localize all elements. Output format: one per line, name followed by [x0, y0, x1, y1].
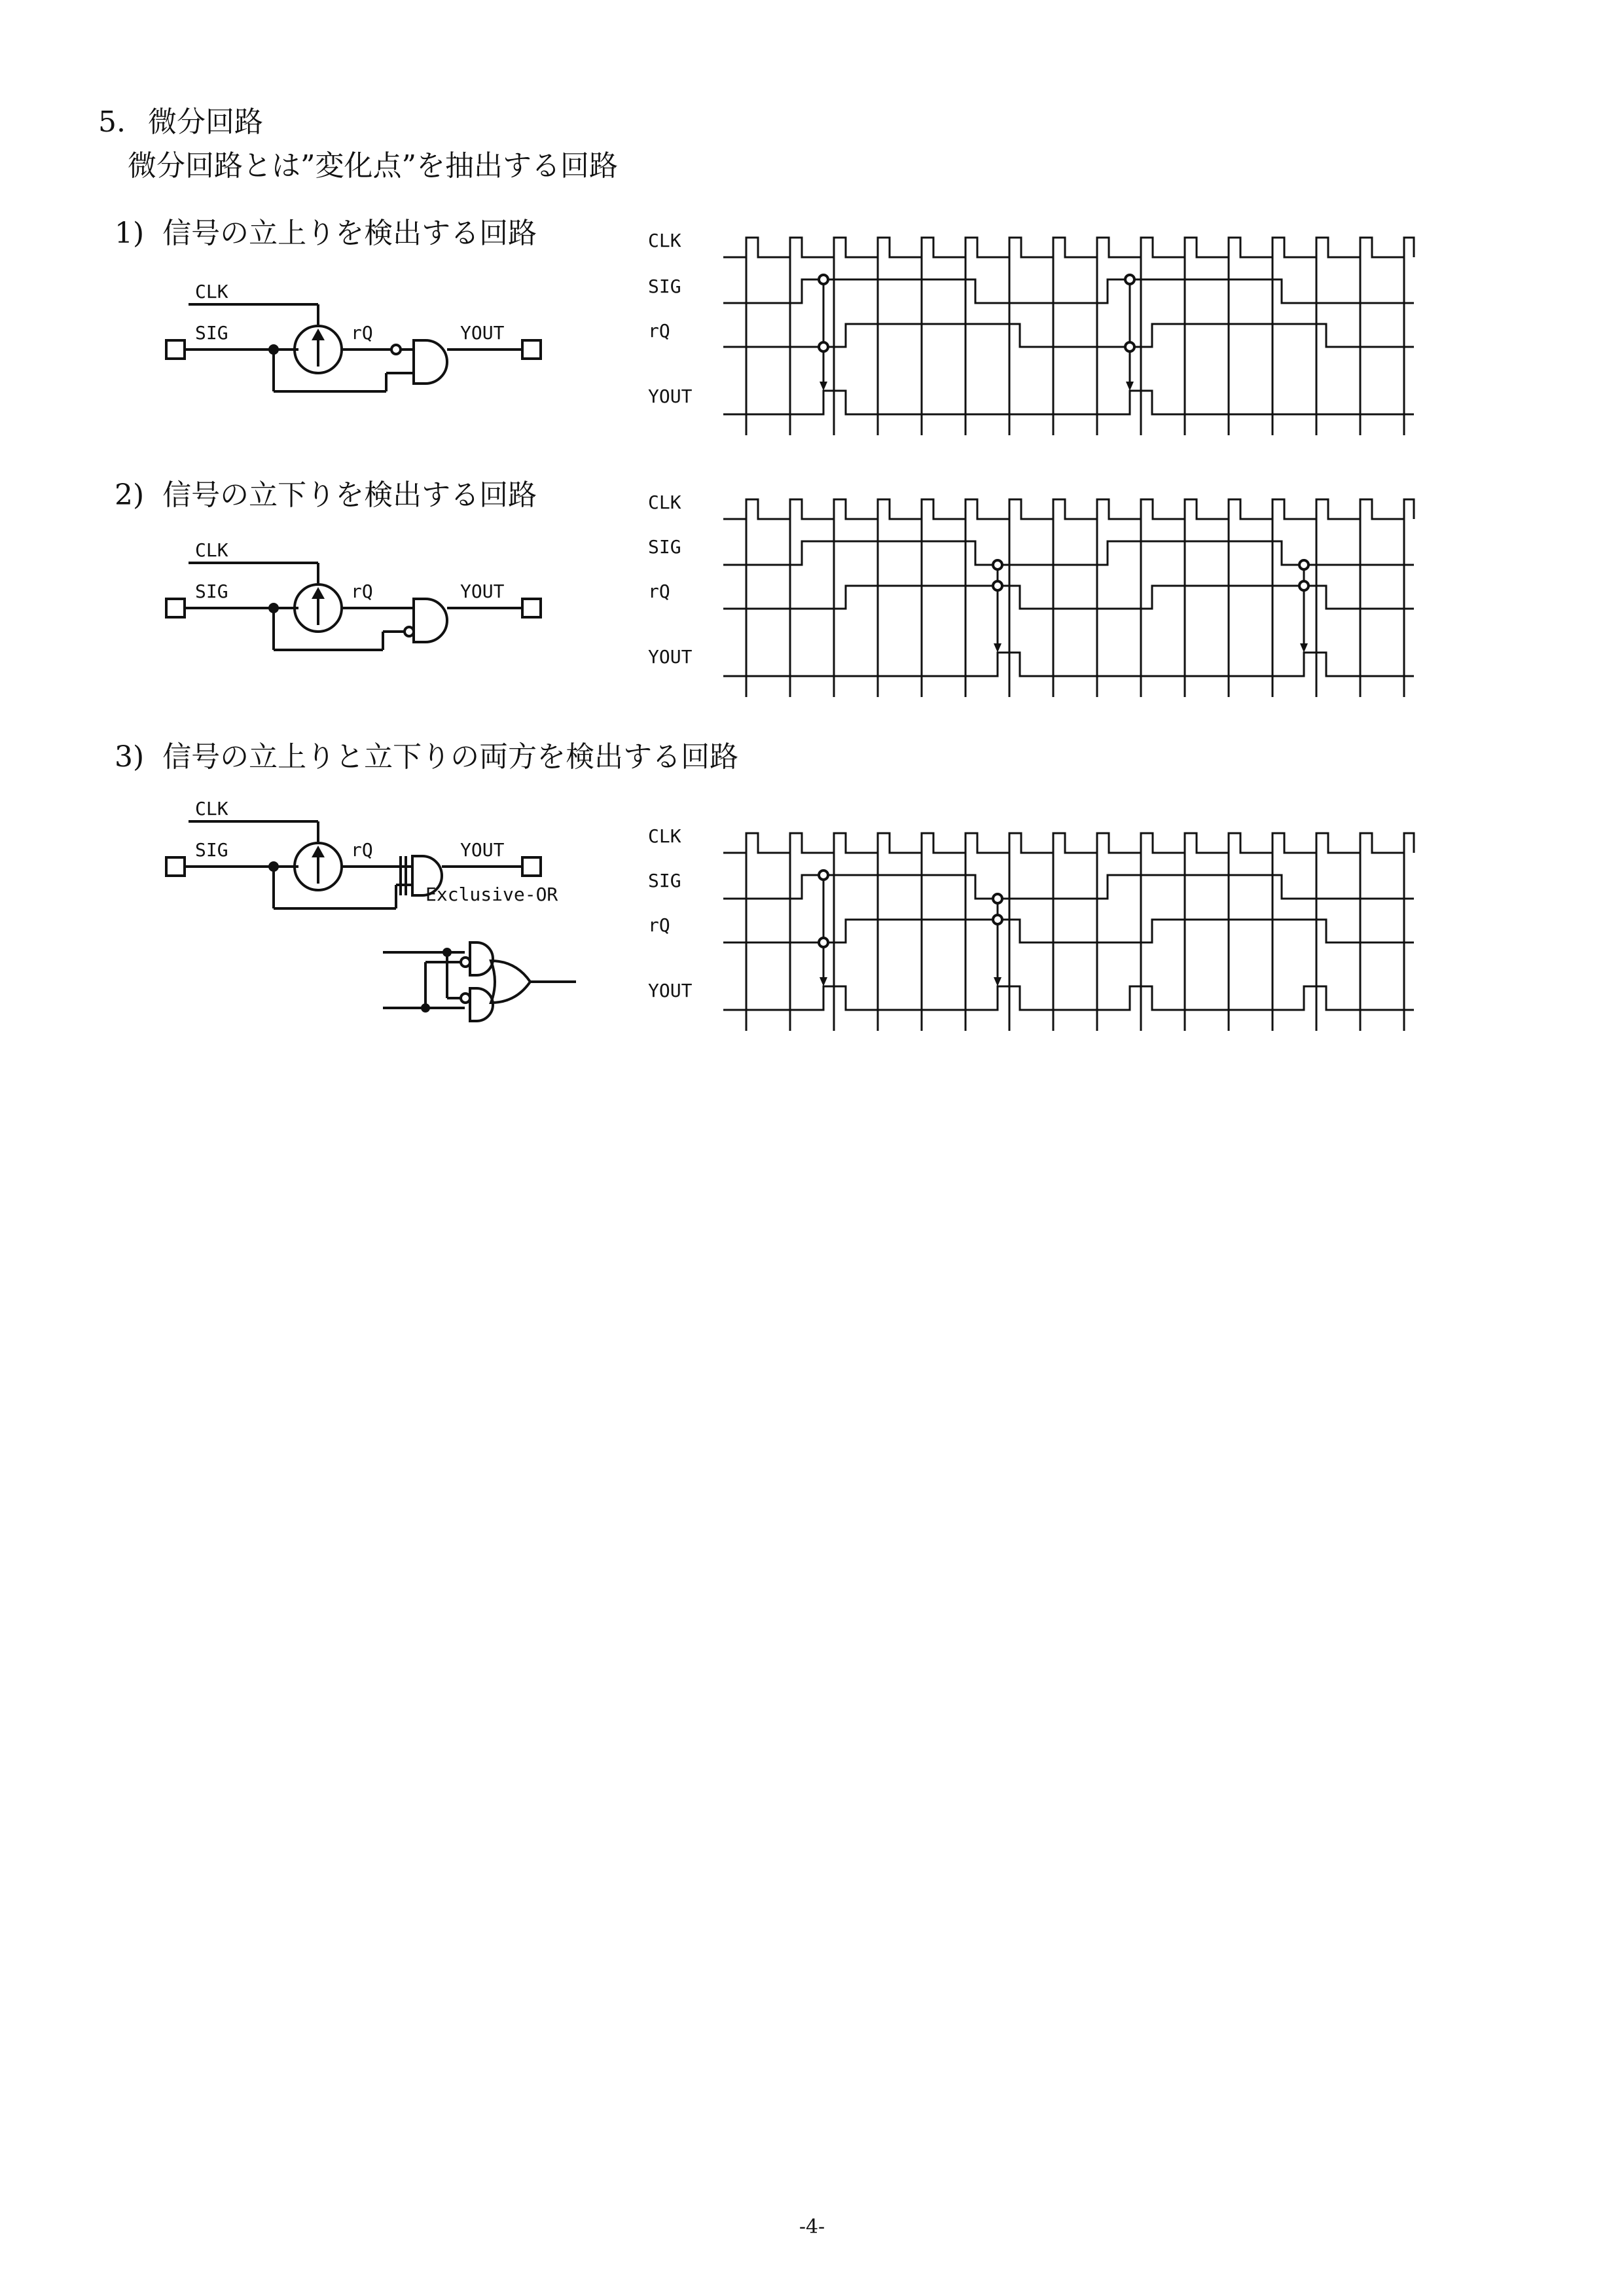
sig-label: SIG: [648, 536, 681, 558]
sig-input-terminal: [166, 599, 185, 617]
section-number: 5.: [98, 105, 126, 139]
clk-waveform: [723, 499, 1414, 519]
clk-label: CLK: [648, 230, 681, 251]
yout-label: YOUT: [460, 581, 505, 602]
clk-label: CLK: [195, 798, 228, 819]
clk-waveform: [723, 238, 1414, 257]
edge-markers: [993, 560, 1308, 653]
timing-chart-rising: [648, 226, 1447, 448]
sig-waveform: [723, 541, 1414, 565]
clk-waveform: [723, 833, 1414, 853]
page-number: -4-: [799, 2215, 825, 2238]
sig-label: SIG: [195, 839, 228, 861]
inverter-bubble: [391, 345, 401, 354]
yout-label: YOUT: [460, 839, 505, 861]
sig-label: SIG: [648, 870, 681, 891]
clk-label: CLK: [648, 492, 681, 513]
or-gate-symbol: [491, 961, 530, 1003]
yout-waveform: [723, 986, 1414, 1010]
circuit-diagram-falling: [157, 533, 550, 664]
arrowhead-icon: [312, 329, 325, 340]
subsection-2-title: 2) 信号の立下りを検出する回路: [115, 478, 537, 512]
sig-label: SIG: [195, 322, 228, 344]
yout-label: YOUT: [460, 322, 505, 344]
sig-input-terminal: [166, 857, 185, 876]
sig-label: SIG: [648, 276, 681, 297]
rq-label: rQ: [351, 839, 373, 861]
sig-input-terminal: [166, 340, 185, 359]
timing-chart-falling: [648, 488, 1447, 710]
circuit-diagram-both: [157, 792, 602, 1047]
rq-label: rQ: [648, 914, 670, 936]
section-description: 微分回路とは”変化点”を抽出する回路: [128, 149, 618, 183]
rq-label: rQ: [351, 581, 373, 602]
clk-label: CLK: [648, 825, 681, 847]
and-gate-upper: [470, 942, 493, 975]
rq-label: rQ: [351, 322, 373, 344]
yout-label: YOUT: [648, 386, 693, 407]
yout-waveform: [723, 391, 1414, 414]
rq-label: rQ: [648, 581, 670, 602]
and-gate-lower: [470, 988, 493, 1021]
timing-chart-both: [648, 821, 1447, 1044]
yout-waveform: [723, 653, 1414, 676]
rq-waveform: [723, 586, 1414, 609]
and-gate-symbol: [414, 599, 447, 642]
subsection-1-title: 1) 信号の立上りを検出する回路: [115, 217, 537, 250]
section-heading: [98, 105, 263, 139]
subsection-3-title: 3) 信号の立上りと立下りの両方を検出する回路: [115, 740, 739, 774]
yout-label: YOUT: [648, 646, 693, 668]
sig-label: SIG: [195, 581, 228, 602]
and-gate-symbol: [414, 340, 447, 384]
clk-label: CLK: [195, 281, 228, 302]
xor-gate-label: Exclusive-OR: [425, 884, 558, 905]
yout-output-terminal: [522, 599, 541, 617]
yout-output-terminal: [522, 857, 541, 876]
clk-label: CLK: [195, 539, 228, 561]
yout-label: YOUT: [648, 980, 693, 1001]
edge-markers: [819, 275, 1134, 391]
yout-output-terminal: [522, 340, 541, 359]
inverter-bubble: [405, 627, 414, 636]
circuit-diagram-rising: [157, 275, 550, 406]
rq-label: rQ: [648, 320, 670, 342]
section-title: 微分回路: [147, 105, 263, 139]
